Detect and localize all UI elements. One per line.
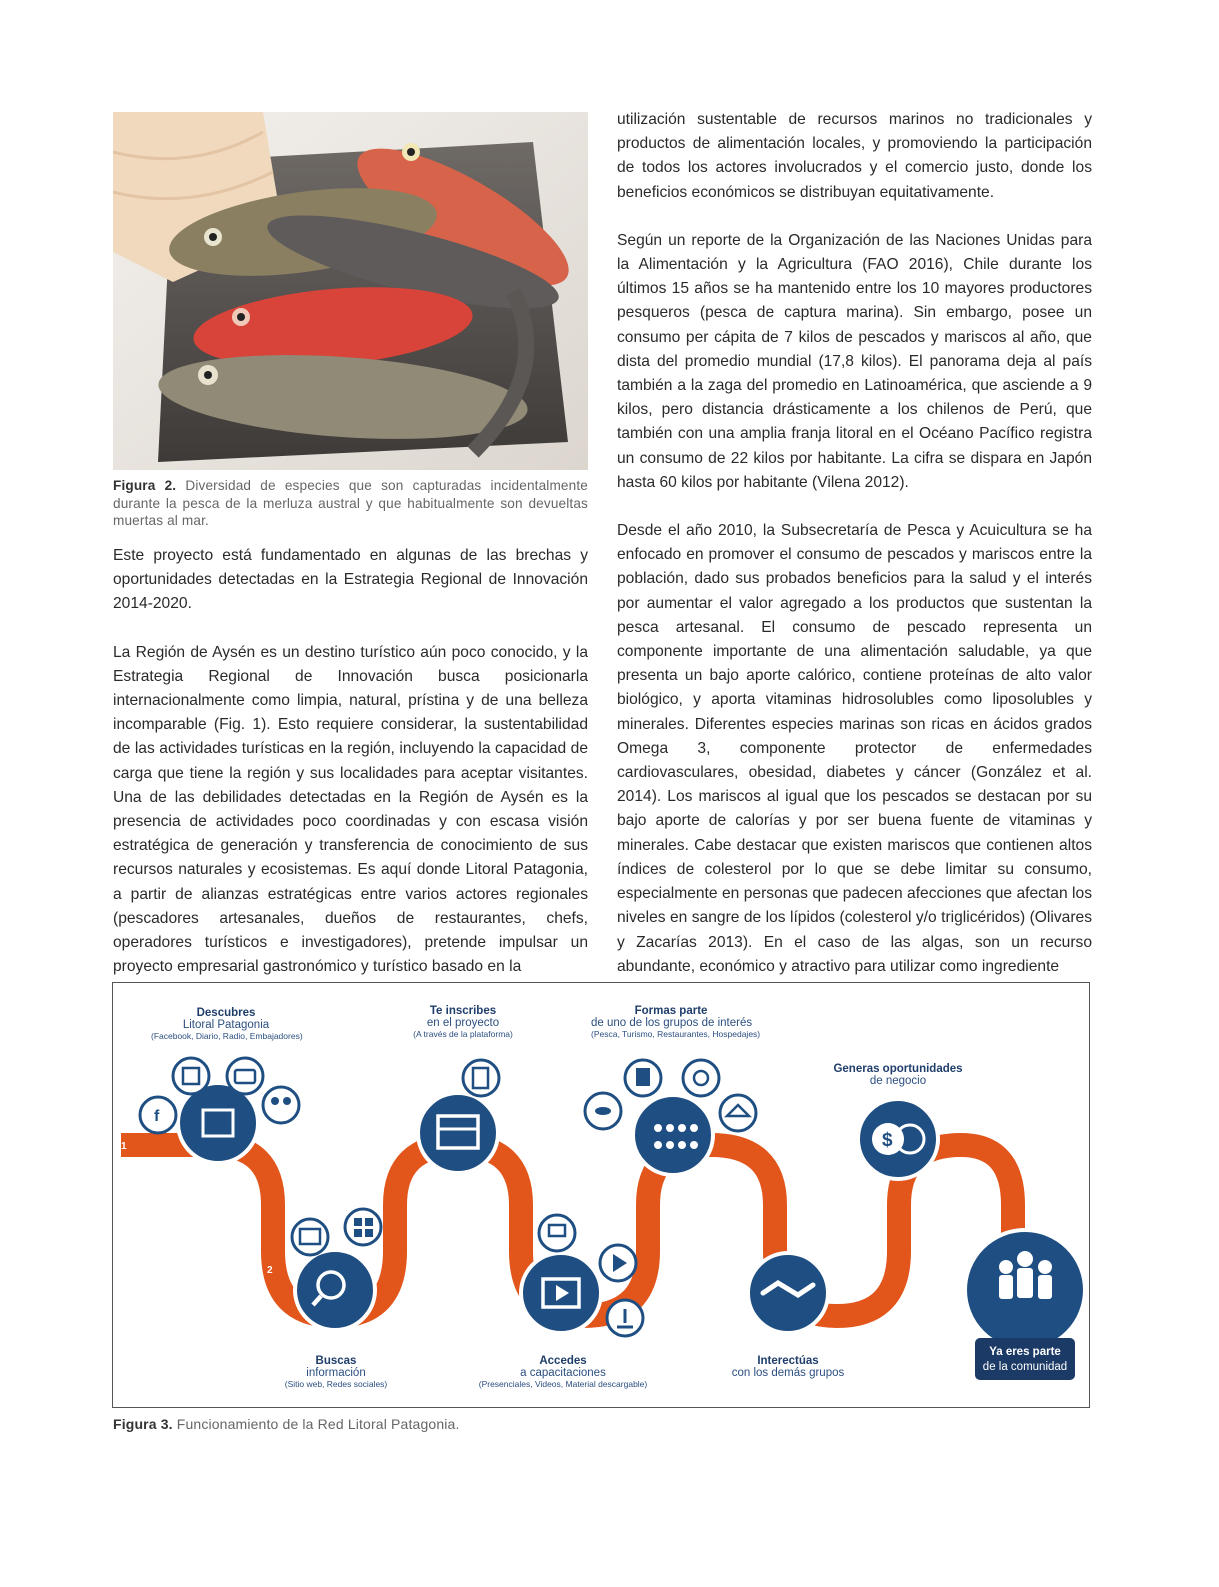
figure-3-label: Figura 3. — [113, 1416, 173, 1432]
step-2-label — [261, 1355, 411, 1390]
newspaper-icon — [173, 1058, 209, 1094]
paragraph: La Región de Aysén es un destino turístico aún poco conocido, y la Estrategia Regional de Innovación busca posicionarla internacionalmente como limpia, natural, prístina y de una belleza incomparable (Fig. 1). Esto requiere considerar, la sustentabilidad de las actividades turísticas en la región, incluyendo la capacidad de carga que tiene la región y sus localidades para aceptar visitantes. Una de las debilidades detectadas en la Región de Aysén es la presencia de actividades poco coordinadas y con escasa visión estratégica de generación y transferencia de conocimiento de sus recursos naturales y ecosistemas. Es aquí donde Litoral Patagonia, a partir de alianzas estratégicas entre varios actores regionales (pescadores artesanales, dueños de restaurantes, chefs, operadores turísticos e investigadores), pretende impulsar un proyecto empresarial gastronómico y turístico basado en la — [113, 643, 588, 976]
social-icon — [345, 1209, 381, 1245]
step-7-title: Generas oportunidades — [833, 1063, 963, 1075]
radio-icon — [227, 1058, 263, 1094]
step-number-1: 1 — [121, 1141, 127, 1152]
web-icon — [292, 1219, 328, 1255]
step-3-detail: (A través de la plataforma) — [413, 1029, 513, 1039]
step-5-label — [591, 1005, 761, 1040]
step-number-5: 5 — [601, 1131, 607, 1142]
step-4-label — [473, 1355, 653, 1390]
figure-3-caption — [113, 1416, 813, 1434]
step-4-detail: (Presenciales, Videos, Material descargable) — [478, 1379, 648, 1389]
paragraph: utilización sustentable de recursos marinos no tradicionales y productos de alimentación locales, y promoviendo la participación de todos los actores involucrados y el comercio justo, donde los beneficios económicos se distribuyan equitativamente. — [617, 111, 1092, 201]
infographic-drawing — [113, 983, 1091, 1409]
step-4-subtitle: a capacitaciones — [520, 1367, 606, 1379]
step-number-7: 7 — [823, 1131, 829, 1142]
step-1-subtitle: Litoral Patagonia — [182, 1019, 270, 1031]
step-8-label — [975, 1345, 1075, 1375]
step-6-title: Interectúas — [757, 1355, 819, 1367]
step-3-subtitle: en el proyecto — [426, 1017, 500, 1029]
step-7-label — [818, 1063, 978, 1087]
step-6-label — [713, 1355, 863, 1379]
presentation-icon — [539, 1215, 575, 1251]
step-number-8: 8 — [931, 1271, 937, 1282]
paragraph: Desde el año 2010, la Subsecretaría de Pesca y Acuicultura se ha enfocado en promover el consumo de pescados y mariscos entre la población, dado sus probados beneficios para la salud y el interés por aumentar el valor agregado a los productos que sustentan la pesca artesanal. El consumo de pescado representa un componente importante de una alimentación saludable, ya que presenta un bajo aporte calórico, contiene proteínas de alto valor biológico, y aporta vitaminas hidrosolubles como liposolubles y minerales. Diferentes especies marinas son ricas en ácidos grados Omega 3, componente protector de enfermedades cardiovasculares, obesidad, diabetes y cáncer (González et al. 2014). Los mariscos al igual que los pescados se destacan por su bajo aporte de calorías y por ser buena fuente de vitaminas y minerales. Cabe destacar que existen mariscos que contienen altos índices de colesterol por lo que se debe limitar su consumo, especialmente en personas que padecen afecciones que afectan los niveles en sangre de los lípidos (colesterol y/o triglicéridos) (Olivares y Zacarías 2013). En el caso de las algas, son un recurso abundante, económico y atractivo para utilizar como ingrediente — [617, 522, 1092, 975]
step-2-circle — [295, 1250, 375, 1330]
restaurant-icon — [683, 1060, 719, 1096]
lodging-icon — [720, 1095, 756, 1131]
step-2-detail: (Sitio web, Redes sociales) — [284, 1379, 388, 1389]
figure-2-caption-text: Diversidad de especies que son capturadas incidentalmente durante la pesca de la merluza austral y que habitualmente son devueltas muertas al mar. — [113, 478, 588, 528]
document-icon — [463, 1060, 499, 1096]
step-7-subtitle: de negocio — [869, 1075, 927, 1087]
paragraph: Según un reporte de la Organización de las Naciones Unidas para la Alimentación y la Agricultura (FAO 2016), Chile durante los últimos 15 años se ha mantenido entre los 10 mayores productores pesqueros (pesca de captura marina). Sin embargo, posee un consumo per cápita de 7 kilos de pescados y mariscos al año, que dista del promedio mundial (17,8 kilos). El panorama deja al país también a la zaga del promedio en Latinoamérica, que asciende a 9 kilos, pero distancia drásticamente a los chilenos de Perú, que también con una amplia franja litoral en el Océano Pacífico registra un consumo de 22 kilos por habitante. La cifra se dispara en Japón hasta 60 kilos por habitante (Vilena 2012). — [617, 231, 1092, 491]
step-number-2: 2 — [267, 1265, 273, 1276]
step-5-detail: (Pesca, Turismo, Restaurantes, Hospedajes) — [591, 1029, 761, 1039]
step-5-circle — [633, 1095, 713, 1175]
svg-text:$: $ — [882, 1130, 893, 1151]
fish-photo — [113, 112, 588, 470]
step-8-subtitle: de la comunidad — [982, 1361, 1068, 1373]
step-6-circle — [748, 1253, 828, 1333]
step-3-label — [388, 1005, 538, 1040]
step-3-circle — [418, 1093, 498, 1173]
paragraph: Este proyecto está fundamentado en algunas de las brechas y oportunidades detectadas en la Estrategia Regional de Innovación 2014-2020. — [113, 547, 588, 613]
people-icon — [263, 1087, 299, 1123]
step-1-label — [151, 1007, 301, 1042]
infographic-red-litoral — [112, 982, 1090, 1408]
svg-text:f: f — [154, 1108, 160, 1125]
figure-2-caption — [113, 477, 588, 530]
step-number-6: 6 — [711, 1271, 717, 1282]
step-2-title: Buscas — [315, 1355, 357, 1367]
step-1-title: Descubres — [196, 1007, 256, 1019]
step-4-title: Accedes — [539, 1355, 587, 1367]
right-column — [617, 108, 1092, 979]
step-2-subtitle: información — [306, 1367, 366, 1379]
step-5-title: Formas parte — [634, 1005, 708, 1017]
step-6-subtitle: con los demás grupos — [731, 1367, 845, 1379]
step-3-title: Te inscribes — [429, 1005, 497, 1017]
left-column — [113, 544, 588, 979]
step-5-subtitle: de uno de los grupos de interés — [591, 1017, 753, 1029]
step-8-title: Ya eres parte — [989, 1346, 1061, 1358]
step-1-detail: (Facebook, Diario, Radio, Embajadores) — [151, 1031, 303, 1041]
figure-3-caption-text: Funcionamiento de la Red Litoral Patagonia. — [176, 1416, 460, 1432]
step-number-4: 4 — [493, 1271, 499, 1282]
step-number-3: 3 — [387, 1127, 393, 1138]
figure-2-label: Figura 2. — [113, 478, 177, 493]
